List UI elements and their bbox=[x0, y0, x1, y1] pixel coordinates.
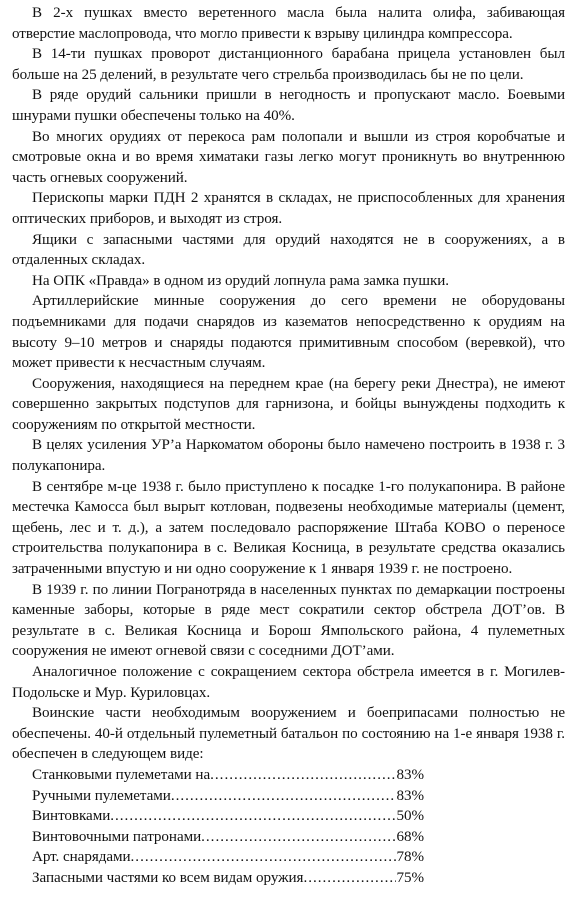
paragraph: В 2-х пушках вместо веретенного масла была налита олифа, забивающая отверстие маслопровода, что могло привести к взрыву цилиндра компрессора. bbox=[12, 5, 565, 42]
paragraph: В ряде орудий сальники пришли в негодность и пропускают масло. Боевыми шнурами пушки обеспечены только на 40%. bbox=[12, 87, 565, 124]
paragraph: Артиллерийские минные сооружения до сего времени не оборудованы подъемниками для подачи снарядов из казематов непосредственно к орудиям на высоту 9–10 метров и снаряды подаются примитивным способом (веревкой), что может привести к несчастным случаям. bbox=[12, 293, 565, 372]
supply-row bbox=[32, 765, 424, 786]
paragraph: Аналогичное положение с сокращением сектора обстрела имеется в г. Могилев-Подольске и Мур. Куриловцах. bbox=[12, 664, 565, 701]
supply-label: Ручными пулеметами bbox=[32, 787, 171, 804]
supply-row bbox=[32, 868, 424, 889]
supply-value: 50% bbox=[396, 808, 424, 825]
supply-row bbox=[32, 827, 424, 848]
dot-leader bbox=[131, 847, 397, 868]
supply-list bbox=[12, 765, 424, 889]
dot-leader bbox=[171, 786, 397, 807]
paragraph: В 14-ти пушках проворот дистанционного барабана прицела установлен был больше на 25 делений, в результате чего стрельба производилась бы не по цели. bbox=[12, 46, 565, 83]
supply-row bbox=[32, 847, 424, 868]
paragraph: Воинские части необходимым вооружением и боеприпасами полностью не обеспечены. 40-й отдельный пулеметный батальон по состоянию на 1-е января 1938 г. обеспечен в следующем виде: bbox=[12, 705, 565, 763]
supply-label: Запасными частями ко всем видам оружия bbox=[32, 869, 304, 886]
dot-leader bbox=[201, 827, 396, 848]
paragraph: Во многих орудиях от перекоса рам полопали и вышли из строя коробчатые и смотровые окна и во время химатаки газы легко могут проникнуть во внутреннюю часть огневых сооружений. bbox=[12, 128, 565, 186]
supply-value: 83% bbox=[396, 787, 424, 804]
paragraph: В 1939 г. по линии Погранотряда в населенных пунктах по демаркации построены каменные заборы, которые в ряде мест сократили сектор обстрела ДОТ’ов. В результате в с. Великая Косница и Борош Ямпольского района, 4 пулеметных сооружения не имеют огневой связи с соседними ДОТ’ами. bbox=[12, 581, 565, 660]
supply-value: 75% bbox=[396, 869, 424, 886]
supply-label: Станковыми пулеметами на bbox=[32, 766, 211, 783]
supply-row bbox=[32, 806, 424, 827]
supply-label: Винтовочными патронами bbox=[32, 828, 202, 845]
dot-leader bbox=[303, 868, 396, 889]
supply-value: 68% bbox=[396, 828, 424, 845]
supply-label: Арт. снарядами bbox=[32, 849, 131, 866]
paragraph: Ящики с запасными частями для орудий находятся не в сооружениях, а в отдаленных складах. bbox=[12, 231, 565, 269]
supply-value: 78% bbox=[396, 849, 424, 866]
supply-row bbox=[32, 786, 424, 807]
paragraph: В целях усиления УР’а Наркоматом обороны было намечено построить в 1938 г. 3 полукапонира. bbox=[12, 437, 565, 475]
dot-leader bbox=[210, 765, 396, 786]
paragraph: В сентябре м-це 1938 г. было приступлено к посадке 1-го полукапонира. В районе местечка Камосса был вырыт котлован, подвезены необходимые материалы (цемент, щебень, лес и т. д.), а затем последовало распоряжение Штаба КОВО о переносе строительства полукапонира в с. Великая Косница, в результате средства оказались затраченными впустую и ни одно сооружение к 1 января 1939 г. не построено. bbox=[12, 478, 565, 578]
paragraph: Сооружения, находящиеся на переднем крае (на берегу реки Днестра), не имеют совершенно закрытых подступов для гарнизона, и бойцы вынуждены подходить к сооружениям по открытой местности. bbox=[12, 375, 565, 433]
paragraph: На ОПК «Правда» в одном из орудий лопнула рама замка пушки. bbox=[32, 272, 449, 289]
supply-label: Винтовками bbox=[32, 808, 111, 825]
supply-value: 83% bbox=[396, 766, 424, 783]
paragraph: Перископы марки ПДН 2 хранятся в складах, не приспособленных для хранения оптических приборов, и выходят из строя. bbox=[12, 190, 565, 227]
dot-leader bbox=[110, 806, 396, 827]
